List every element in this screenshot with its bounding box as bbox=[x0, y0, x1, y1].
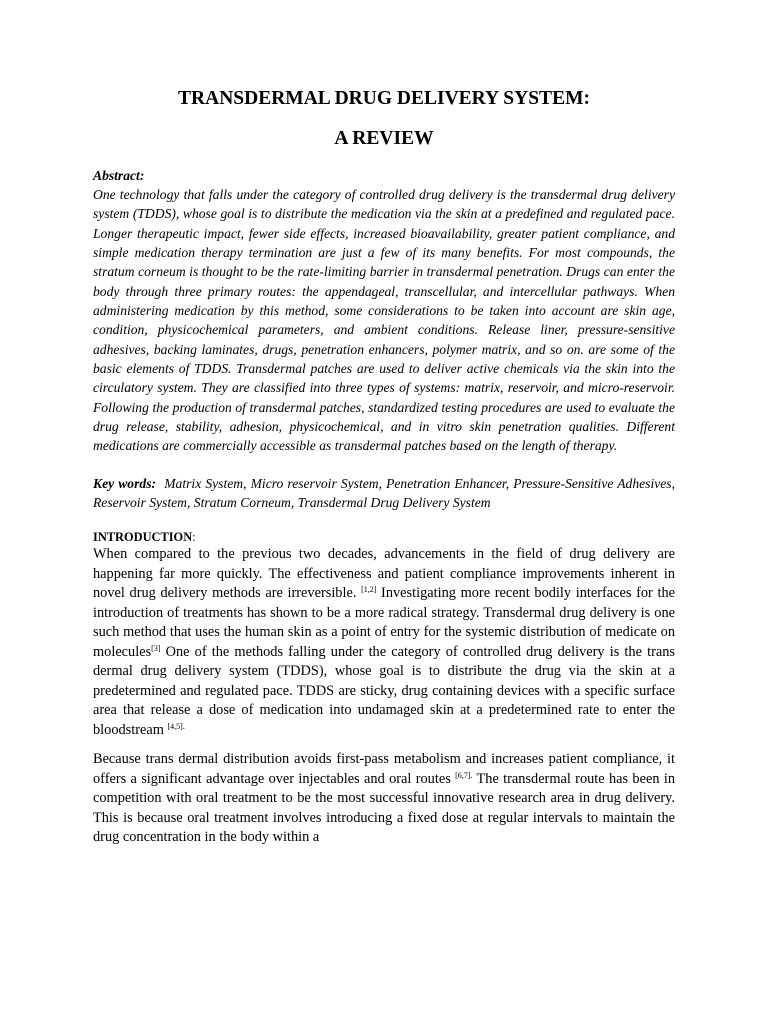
keywords-label: Key words: bbox=[93, 475, 157, 491]
intro-p2-text-2: The transdermal route has been in competition with oral treatment to be the most successful innovative research area in drug delivery. This is because oral treatment involves introducing a fixed dose at regular intervals to maintain the drug concentration in the body within a bbox=[93, 770, 675, 846]
intro-p1-text-2: Investigating more recent bodily interfaces for the introduction of treatments has shown to be a more radical strategy. Transdermal drug delivery is one such method that uses the human skin as a point of entry for the systemic distribution of medicate on molecules bbox=[93, 585, 675, 660]
citation: [6,7]. bbox=[455, 770, 473, 780]
abstract-heading: Abstract: bbox=[93, 168, 145, 183]
intro-p1-text-3: One of the methods falling under the category of controlled drug delivery is the trans dermal drug delivery system (TDDS), whose goal is to distribute the drug via the skin at a predetermined and regulated pace. TDDS are sticky, drug containing devices with a specific surface area that release a dose of medication into undamaged skin at a predetermined rate to enter the bloodstream bbox=[93, 643, 675, 738]
keywords bbox=[93, 474, 675, 513]
citation: [4,5]. bbox=[167, 721, 185, 731]
abstract-body: One technology that falls under the category of controlled drug delivery is the transdermal drug delivery system (TDDS), whose goal is to distribute the medication via the skin at a predefined and regulated pace. Longer therapeutic impact, fewer side effects, increased bioavailability, greater patient compliance, and simple medication therapy termination are just a few of its many benefits. For most compounds, the stratum corneum is thought to be the rate-limiting barrier in transdermal penetration. Drugs can enter the body through three primary routes: the appendageal, transcellular, and intercellular pathways. When administering medication by this method, some considerations to be taken into account are skin age, condition, physicochemical parameters, and ambient conditions. Release liner, pressure-sensitive adhesives, backing laminates, drugs, penetration enhancers, polymer matrix, and so on. are some of the basic elements of TDDS. Transdermal patches are used to deliver active chemicals via the skin into the circulatory system. They are classified into three types of systems: matrix, reservoir, and micro-reservoir. Following the production of transdermal patches, standardized testing procedures are used to evaluate the drug release, stability, adhesion, physicochemical, and in vitro skin penetration qualities. Different medications are commercially accessible as transdermal patches based on the length of therapy. bbox=[93, 187, 675, 454]
introduction-paragraph-2 bbox=[93, 750, 675, 848]
introduction-heading bbox=[93, 529, 675, 545]
intro-p1-text-1: When compared to the previous two decades, advancements in the field of drug delivery are happening far more quickly. The effectiveness and patient compliance improvements inherent in novel drug delivery methods are irreversible. bbox=[93, 546, 675, 602]
intro-p2-text-1: Because trans dermal distribution avoids first-pass metabolism and increases patient compliance, it offers a significant advantage over injectables and oral routes bbox=[93, 751, 675, 787]
keywords-text: Matrix System, Micro reservoir System, Penetration Enhancer, Pressure-Sensitive Adhesives, Reservoir System, Stratum Corneum, Transdermal Drug Delivery System bbox=[93, 475, 675, 511]
introduction-paragraph-1 bbox=[93, 545, 675, 740]
paper-page bbox=[93, 88, 675, 848]
citation: [1,2] bbox=[361, 585, 377, 595]
paper-title: TRANSDERMAL DRUG DELIVERY SYSTEM: bbox=[178, 88, 590, 109]
citation: [3] bbox=[151, 643, 161, 653]
paper-subtitle: A REVIEW bbox=[334, 128, 434, 149]
introduction-heading-colon: : bbox=[192, 530, 196, 545]
introduction-heading-text: INTRODUCTION bbox=[93, 530, 193, 545]
